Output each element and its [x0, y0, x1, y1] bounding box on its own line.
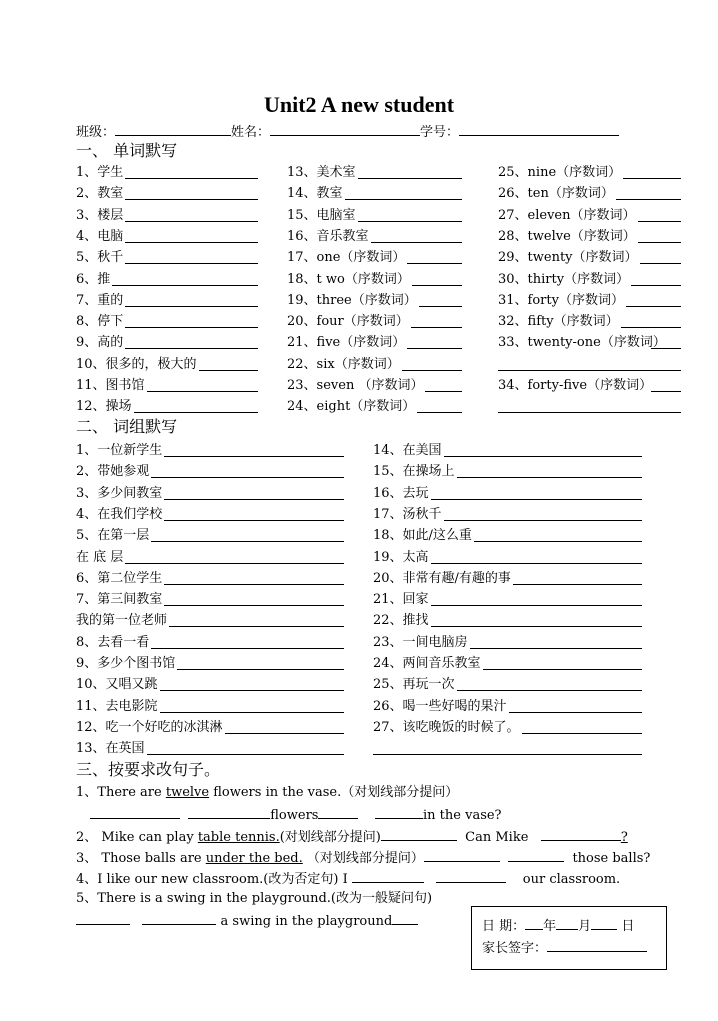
item-label: 11、图书馆: [76, 378, 145, 393]
item-label: 5、在第一层: [76, 528, 150, 544]
item-row: [498, 272, 629, 288]
item-row: [76, 314, 123, 330]
item-label: 19、太高: [373, 549, 429, 565]
item-row: [498, 229, 636, 245]
sentence-3: 3、 Those balls are under the bed. （对划线部分提问） those balls?: [76, 851, 651, 866]
answer-blank[interactable]: [431, 499, 642, 500]
answer-blank[interactable]: [371, 242, 462, 243]
sentence-5: 5、There is a swing in the playground.(改为一般疑问句): [76, 891, 433, 906]
item-row: [76, 186, 123, 202]
item-label: 16、音乐教室: [287, 228, 369, 244]
answer-blank[interactable]: [151, 648, 344, 649]
item-label: 3、楼层: [76, 207, 124, 223]
answer-blank[interactable]: [125, 306, 258, 307]
date-line: 日 期： 年 月 日: [482, 919, 635, 934]
item-label: 11、去电影院: [76, 698, 158, 714]
signature-line: 家长签字：: [482, 939, 647, 957]
item-label: 28、twelve（序数词）: [498, 228, 636, 244]
answer-blank[interactable]: [616, 199, 681, 200]
blank[interactable]: [541, 828, 621, 841]
item-label: 8、去看一看: [76, 634, 150, 650]
item-row: [373, 635, 468, 651]
item-label: 34、forty-five（序数词）: [498, 378, 653, 393]
answer-blank[interactable]: [169, 626, 344, 627]
answer-blank[interactable]: [402, 370, 462, 371]
item-label: 32、fifty（序数词）: [498, 314, 619, 330]
item-label: 13、美术室: [287, 165, 356, 180]
item-label: 1、学生: [76, 165, 124, 180]
answer-blank[interactable]: [125, 221, 258, 222]
blank[interactable]: [188, 806, 270, 819]
answer-blank[interactable]: [419, 306, 462, 307]
item-row: [373, 656, 481, 672]
item-label: 2、带她参观: [76, 464, 150, 480]
item-label: 15、电脑室: [287, 207, 356, 223]
item-row: [373, 571, 511, 587]
month-field[interactable]: [556, 917, 578, 930]
number-field[interactable]: [459, 123, 619, 136]
blank[interactable]: [381, 828, 457, 841]
item-row: [498, 165, 621, 181]
item-label: 24、eight（序数词）: [287, 399, 416, 415]
item-label: 我的第一位老师: [76, 613, 168, 629]
item-row: [76, 486, 162, 502]
item-row: [76, 741, 145, 757]
item-label: 3、多少间教室: [76, 485, 163, 501]
item-label: 19、three（序数词）: [287, 292, 417, 308]
item-label: 17、one（序数词）: [287, 250, 406, 266]
item-label: 10、又唱又跳: [76, 677, 158, 693]
answer-blank[interactable]: [498, 370, 681, 371]
item-row: [287, 250, 405, 266]
page-title: Unit2 A new student: [263, 92, 455, 117]
blank[interactable]: [142, 912, 216, 925]
answer-blank[interactable]: [125, 199, 258, 200]
answer-blank[interactable]: [417, 412, 462, 413]
answer-blank[interactable]: [164, 520, 344, 521]
answer-blank[interactable]: [164, 584, 344, 585]
sentence-2: 2、 Mike can play table tennis.(对划线部分提问) Can Mike ?: [76, 830, 628, 845]
answer-blank[interactable]: [125, 327, 258, 328]
item-row: [373, 528, 472, 544]
item-row: [76, 656, 175, 672]
item-label: 4、电脑: [76, 228, 124, 244]
item-row: [373, 613, 429, 629]
item-label: 18、t wo（序数词）: [287, 271, 410, 287]
item-row: [76, 293, 123, 309]
section-2-heading: 二、 词组默写: [76, 417, 178, 436]
item-label: 1、一位新学生: [76, 443, 163, 458]
item-label: 10、很多的，极大的: [76, 356, 197, 372]
item-row: [373, 699, 507, 715]
item-label: 25、再玩一次: [373, 677, 455, 693]
answer-blank[interactable]: [651, 391, 681, 392]
item-label: 4、在我们学校: [76, 506, 163, 522]
answer-blank[interactable]: [160, 690, 344, 691]
answer-blank[interactable]: [407, 263, 462, 264]
answer-blank[interactable]: [125, 348, 258, 349]
item-label: 16、去玩: [373, 485, 429, 501]
item-label: 9、高的: [76, 335, 124, 351]
section-1-heading: 一、 单词默写: [76, 141, 178, 160]
class-field[interactable]: [115, 123, 231, 136]
item-label: 26、ten（序数词）: [498, 186, 614, 202]
item-row: [373, 550, 429, 566]
item-row: [498, 314, 619, 330]
item-label: 12、吃一个好吃的冰淇淋: [76, 719, 223, 735]
name-field[interactable]: [270, 123, 420, 136]
item-row: [76, 720, 223, 736]
item-row: [76, 229, 123, 245]
blank[interactable]: [424, 849, 500, 862]
answer-blank[interactable]: [125, 178, 258, 179]
answer-blank[interactable]: [358, 178, 462, 179]
item-row: [76, 613, 167, 629]
answer-blank[interactable]: [134, 412, 258, 413]
answer-blank[interactable]: [626, 306, 681, 307]
item-row: [76, 464, 149, 480]
signature-field[interactable]: [547, 939, 647, 952]
item-label: 15、在操场上: [373, 464, 455, 480]
answer-blank[interactable]: [431, 626, 642, 627]
section-3-heading: 三、按要求改句子。: [76, 760, 221, 779]
item-row: [76, 635, 149, 651]
answer-blank[interactable]: [638, 221, 682, 222]
sentence-1: 1、There are twelve flowers in the vase.（对划线部分提问）: [76, 785, 459, 800]
answer-blank[interactable]: [638, 242, 681, 243]
answer-blank[interactable]: [474, 541, 642, 542]
answer-blank[interactable]: [483, 669, 642, 670]
answer-blank[interactable]: [411, 327, 462, 328]
item-row: [76, 677, 158, 693]
answer-blank[interactable]: [444, 520, 642, 521]
item-row: [76, 378, 145, 394]
item-label: 31、forty（序数词）: [498, 292, 624, 308]
answer-blank[interactable]: [164, 605, 344, 606]
item-row: [287, 314, 409, 330]
item-row: [287, 378, 423, 394]
item-row: [373, 720, 520, 736]
item-label: 7、第三间教室: [76, 592, 163, 608]
answer-blank[interactable]: [373, 754, 642, 755]
answer-blank[interactable]: [147, 754, 344, 755]
answer-blank[interactable]: [498, 412, 681, 413]
item-label: 23、seven （序数词）: [287, 378, 424, 393]
blank[interactable]: [392, 912, 418, 925]
answer-blank[interactable]: [470, 648, 642, 649]
answer-blank[interactable]: [125, 563, 344, 564]
blank[interactable]: [508, 849, 564, 862]
item-row: [287, 229, 369, 245]
answer-blank[interactable]: [225, 733, 344, 734]
answer-blank[interactable]: [112, 285, 258, 286]
item-label: 6、第二位学生: [76, 570, 163, 586]
number-label: 学号：: [420, 125, 460, 140]
item-row: [76, 571, 162, 587]
answer-blank[interactable]: [623, 178, 681, 179]
item-row: [76, 272, 110, 288]
answer-blank[interactable]: [125, 263, 258, 264]
item-label: 2、教室: [76, 186, 124, 202]
item-label: 7、重的: [76, 292, 124, 308]
year-field[interactable]: [525, 917, 543, 930]
answer-blank[interactable]: [164, 456, 344, 457]
answer-blank[interactable]: [125, 242, 258, 243]
answer-5: a swing in the playground: [76, 912, 418, 930]
item-row: [373, 443, 442, 459]
answer-blank[interactable]: [431, 605, 642, 606]
item-label: 8、停下: [76, 314, 124, 330]
blank[interactable]: [436, 870, 506, 883]
item-row: [287, 357, 400, 373]
item-label: 26、喝一些好喝的果汁: [373, 698, 507, 714]
info-line: [76, 123, 619, 141]
item-row: [287, 165, 356, 181]
answer-blank[interactable]: [177, 669, 344, 670]
item-row: [498, 250, 638, 266]
item-label: 27、该吃晚饭的时候了。: [373, 719, 520, 735]
blank[interactable]: [90, 806, 180, 819]
item-row: [287, 208, 356, 224]
item-label: 24、两间音乐教室: [373, 656, 481, 671]
answer-blank[interactable]: [358, 221, 462, 222]
blank[interactable]: [318, 806, 358, 819]
item-label: 5、秋千: [76, 250, 124, 266]
item-row: [76, 592, 162, 608]
item-row: [287, 293, 417, 309]
item-label: 23、一间电脑房: [373, 634, 468, 650]
item-label: 20、非常有趣/有趣的事: [373, 570, 511, 586]
answer-blank[interactable]: [160, 712, 344, 713]
item-label: 22、six（序数词）: [287, 356, 400, 372]
answer-blank[interactable]: [640, 263, 681, 264]
item-label: 在 底 层: [76, 549, 124, 565]
item-row: [373, 592, 429, 608]
item-label: 14、教室: [287, 186, 343, 202]
item-label: 14、在美国: [373, 443, 442, 458]
item-label: 9、多少个图书馆: [76, 656, 176, 671]
item-label: 21、five（序数词）: [287, 335, 406, 351]
blank[interactable]: [76, 912, 130, 925]
item-row: [76, 550, 123, 566]
item-row: [287, 186, 343, 202]
answer-blank[interactable]: [345, 199, 462, 200]
item-label: 20、four（序数词）: [287, 314, 409, 330]
item-label: 17、汤秋千: [373, 506, 442, 522]
item-label: 18、如此/这么重: [373, 528, 472, 544]
item-row: [498, 186, 614, 202]
answer-blank[interactable]: [407, 348, 462, 349]
item-label: 30、thirty（序数词）: [498, 271, 630, 287]
item-label: 21、回家: [373, 592, 429, 608]
class-label: 班级：: [76, 125, 116, 140]
item-label: 33、twenty-one（序数词）: [498, 335, 666, 351]
item-row: [498, 378, 652, 394]
item-row: [498, 335, 666, 351]
item-row: [76, 399, 132, 415]
item-row: [76, 335, 123, 351]
answer-blank[interactable]: [509, 712, 642, 713]
answer-blank[interactable]: [444, 456, 642, 457]
item-row: [76, 528, 149, 544]
answer-blank[interactable]: [151, 477, 344, 478]
answer-blank[interactable]: [621, 327, 681, 328]
answer-blank[interactable]: [164, 499, 344, 500]
item-row: [76, 507, 162, 523]
item-row: [373, 507, 442, 523]
answer-blank[interactable]: [147, 391, 258, 392]
item-row: [76, 357, 197, 373]
item-row: [287, 399, 415, 415]
item-row: [373, 464, 455, 480]
answer-blank[interactable]: [457, 477, 642, 478]
item-label: 6、推: [76, 271, 111, 287]
answer-1: flowers in the vase?: [90, 806, 502, 824]
item-label: 29、twenty（序数词）: [498, 250, 638, 266]
item-label: 13、在英国: [76, 741, 145, 757]
answer-blank[interactable]: [199, 370, 258, 371]
answer-blank[interactable]: [457, 690, 642, 691]
item-label: 25、nine（序数词）: [498, 165, 622, 180]
blank[interactable]: [375, 806, 423, 819]
parent-signature-box: [471, 906, 667, 970]
sentence-4: 4、I like our new classroom.(改为否定句) I our classroom.: [76, 872, 621, 887]
answer-blank[interactable]: [412, 285, 462, 286]
item-row: [76, 443, 162, 459]
blank[interactable]: [352, 870, 424, 883]
answer-blank[interactable]: [425, 391, 462, 392]
answer-blank[interactable]: [522, 733, 642, 734]
item-row: [76, 699, 158, 715]
item-row: [76, 208, 123, 224]
day-field[interactable]: [591, 917, 617, 930]
item-row: [373, 677, 455, 693]
answer-blank[interactable]: [513, 584, 642, 585]
item-row: [76, 165, 123, 181]
item-label: 12、操场: [76, 399, 132, 415]
name-label: 姓名：: [231, 125, 271, 140]
answer-blank[interactable]: [631, 285, 681, 286]
item-row: [287, 272, 410, 288]
item-row: [498, 293, 624, 309]
answer-blank[interactable]: [431, 563, 642, 564]
item-row: [76, 250, 123, 266]
answer-blank[interactable]: [651, 348, 681, 349]
answer-blank[interactable]: [151, 541, 344, 542]
item-label: 22、推找: [373, 613, 429, 629]
item-row: [498, 208, 636, 224]
item-row: [373, 486, 429, 502]
item-row: [287, 335, 405, 351]
item-label: 27、eleven（序数词）: [498, 207, 636, 223]
